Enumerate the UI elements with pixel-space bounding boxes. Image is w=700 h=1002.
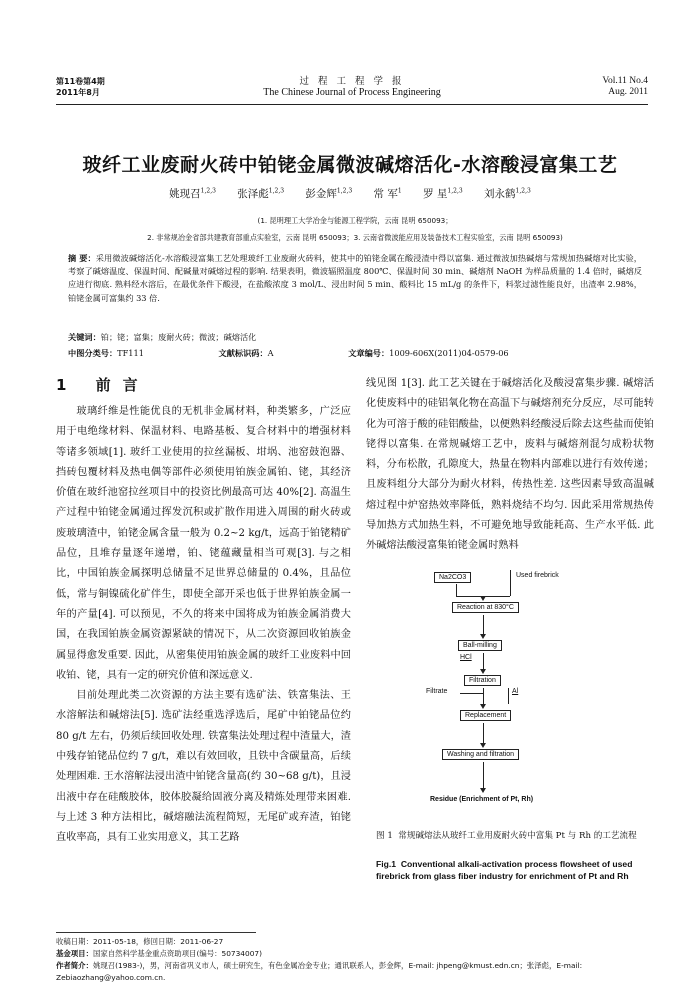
used-firebrick-label: Used firebrick bbox=[516, 572, 559, 579]
footnote-rule bbox=[56, 932, 256, 933]
doc-code-value: A bbox=[267, 348, 274, 358]
author: 姚现召$^{1,2,3}$ bbox=[169, 187, 216, 200]
keywords bbox=[68, 332, 642, 343]
section-number: 1 bbox=[56, 376, 79, 394]
clc-value: TF111 bbox=[117, 348, 144, 358]
arrow-down-icon bbox=[480, 704, 486, 709]
abstract bbox=[68, 252, 642, 305]
received-date: 收稿日期：2011-05-18，修回日期：2011-06-27 bbox=[56, 937, 224, 946]
ball-milling-box: Ball-milling bbox=[458, 640, 502, 651]
paragraph: 目前处理此类二次资源的方法主要有选矿法、铁富集法、王水溶解法和碱熔法[5]. 选矿法经重选浮选后，尾矿中铂铑品位约 80 g/t 左右，仍须后续回收处理. 铁富集法处理过程中渣量大，渣中残存铂铑品位约 7 g/t，难以有效回收，且铁中含碳量高，后续处理困难. 王水溶解法浸出渣中铂铑含量高(约 30~68 g/t)，且浸出液中存在硅酸胶体，胶体胶凝给固液分离及精炼处理带来困难. 与上述 3 种方法相比，碱熔融法流程简短，无尾矿或弃渣，铂铑直收率高，具有工业实用意义，其工艺路 bbox=[56, 690, 351, 844]
figure-label-cn: 图 1 bbox=[376, 831, 393, 841]
clc-label: 中图分类号： bbox=[68, 348, 118, 358]
figure-caption-cn-text: 常规碱熔法从玻纤工业用废耐火砖中富集 Pt 与 Rh 的工艺流程 bbox=[398, 831, 637, 841]
affiliation-line-1: (1. 昆明理工大学冶金与能源工程学院，云南 昆明 650093； bbox=[257, 216, 453, 225]
fund-label: 基金项目： bbox=[56, 949, 93, 958]
author: 彭金辉$^{1,2,3}$ bbox=[305, 187, 353, 200]
doc-code-label: 文献标识码： bbox=[218, 348, 268, 358]
keywords-text: 铂；铑；富集；废耐火砖；微波；碱熔活化 bbox=[100, 332, 257, 342]
filtrate-label: Filtrate bbox=[426, 688, 448, 695]
abstract-label: 摘 要： bbox=[68, 253, 96, 263]
reaction-box: Reaction at 830°C bbox=[452, 602, 519, 613]
article-no-value: 1009-606X(2011)04-0579-06 bbox=[389, 348, 509, 358]
journal-name-en: The Chinese Journal of Process Engineering bbox=[263, 87, 441, 98]
author-bio-text: 姚现召(1983-)，男，河南省巩义市人，硕士研究生，有色金属冶金专业；通讯联系人，彭金辉，E-mail: jhpeng@kmust.edn.cn；张泽彪，E-mail: Zebiaozhang@yahoo.com.cn. bbox=[56, 961, 583, 982]
arrow-down-icon bbox=[480, 743, 486, 748]
washing-box: Washing and filtration bbox=[442, 749, 519, 760]
footnotes bbox=[56, 936, 656, 984]
section-title: 前言 bbox=[95, 376, 150, 394]
date-en: Aug. 2011 bbox=[608, 87, 648, 97]
arrow-down-icon bbox=[480, 596, 486, 601]
section-heading bbox=[56, 374, 150, 395]
classification-line bbox=[68, 348, 642, 359]
article-no-label: 文章编号： bbox=[348, 348, 390, 358]
volume-en: Vol.11 No.4 bbox=[602, 76, 648, 86]
left-column bbox=[56, 402, 351, 849]
author: 常 军$^1$ bbox=[373, 187, 402, 200]
figure-caption-en-text: Conventional alkali-activation process flowsheet of used firebrick from glass fiber industry for enrichment of Pt and Rh bbox=[376, 859, 633, 881]
replacement-box: Replacement bbox=[460, 710, 511, 721]
running-header bbox=[56, 76, 648, 104]
arrow-down-icon bbox=[480, 669, 486, 674]
right-column bbox=[366, 374, 654, 557]
figure-caption-en bbox=[376, 858, 650, 882]
keywords-label: 关键词： bbox=[68, 332, 101, 342]
arrow-down-icon bbox=[480, 788, 486, 793]
affiliation-line-2: 2. 非常规冶金省部共建教育部重点实验室，云南 昆明 650093；3. 云南省微波能应用及装备技术工程实验室，云南 昆明 650093) bbox=[147, 233, 563, 242]
fund-text: 国家自然科学基金重点资助项目(编号：50734007) bbox=[92, 949, 262, 958]
journal-name-cn: 过 程 工 程 学 报 bbox=[299, 76, 405, 87]
volume-cn: 第11卷第4期 bbox=[56, 77, 105, 86]
al-label: Al bbox=[512, 688, 519, 695]
author: 张泽彪$^{1,2,3}$ bbox=[237, 187, 285, 200]
abstract-text: 采用微波碱熔活化-水溶酸浸富集工艺处理玻纤工业废耐火砖料，使其中的铂铑金属在酸浸渣中得以富集. 通过微波加热碱熔与常规加热碱熔对比实验，考察了碱熔温度、保温时间、配碱量对碱熔过程的影响. 结果表明，微波辐照温度 800℃、保温时间 30 min、碱熔剂 NaOH 为样品质量的 1.4 倍时，碱熔反应进行彻底. 熟料经水溶后，在最优条件下酸浸，在盐酸浓度 3 mol/L、浸出时间 5 min、酸料比 15 mL/g 的条件下，料浆过滤性能良好，出渣率 2.98%，铂铑金属可富集约 33 倍. bbox=[68, 253, 642, 303]
arrow-down-icon bbox=[480, 634, 486, 639]
paragraph: 线见图 1[3]. 此工艺关键在于碱熔活化及酸浸富集步骤. 碱熔活化使废料中的硅铝氧化物在高温下与碱熔剂充分反应，尽可能转化为可溶于酸的硅铝酸盐，以便熟料经酸浸后除去这些盐而使铂铑得以富集. 在常规碱熔工艺中，废料与碱熔剂混匀成粉状物料，分布松散，孔隙度大，热量在物料内部难以进行有效传递；且废料组分大部分为耐火材料，传热性差. 这些因素导致高温碱熔过程中炉窑热效率降低，熟料烧结不均匀. 因此采用常规热传导加热方式加热生料，不可避免地导致能耗高、生产水平低. 此外碱熔法酸浸富集铂铑金属时熟料 bbox=[366, 378, 654, 552]
author: 刘永鹤$^{1,2,3}$ bbox=[484, 187, 531, 200]
author-bio-label: 作者简介： bbox=[56, 961, 93, 970]
author: 罗 星$^{1,2,3}$ bbox=[423, 187, 463, 200]
flowsheet-figure bbox=[420, 566, 620, 826]
header-center bbox=[56, 76, 648, 98]
figure-label-en: Fig.1 bbox=[376, 859, 397, 869]
filtration-box: Filtration bbox=[464, 675, 501, 686]
author-list bbox=[40, 186, 660, 201]
header-rule bbox=[56, 104, 648, 105]
na2co3-box: Na2CO3 bbox=[434, 572, 471, 583]
residue-label: Residue (Enrichment of Pt, Rh) bbox=[430, 796, 534, 803]
paragraph: 玻璃纤维是性能优良的无机非金属材料，种类繁多，广泛应用于电绝缘材料、保温材料、电路基板、复合材料中的增强材料等诸多领域[1]. 玻纤工业使用的拉丝漏板、坩埚、池窑鼓泡器、挡砖包覆材料及热电偶等部件必须使用铂族金属铂、铑，其经济价值在玻纤池窑拉丝项目中的投资比例最高可达 40%[2]. 高温生产过程中铂铑金属通过挥发沉积或扩散作用进入周围的耐火砖或废玻璃渣中，铂铑金属含量一般为 0.2~2 kg/t，远高于铂铑精矿品位，且堆存量逐年递增，铂、铑蕴藏量相当可观[3]. 与之相比，中国铂族金属探明总储量不足世界总储量的 0.4%，且品位低，常与铜镍硫化矿伴生，即使全部开采也低于世界铂族金属一年的产量[4]. 可以预见，不久的将来中国将成为铂族金属消费大国，在我国铂族金属资源紧缺的情况下，从二次资源回收铂族金属显得愈发重要. 因此，从密集使用铂族金属的玻纤工业废料中回收铂、铑，具有一定的研究价值和深远意义. bbox=[56, 406, 351, 681]
hcl-label: HCl bbox=[460, 654, 472, 661]
paper-title: 玻纤工业废耐火砖中铂铑金属微波碱熔活化-水溶酸浸富集工艺 bbox=[82, 154, 618, 176]
date-cn: 2011年8月 bbox=[56, 88, 100, 97]
figure-caption-cn bbox=[376, 830, 650, 842]
header-right bbox=[602, 76, 648, 98]
